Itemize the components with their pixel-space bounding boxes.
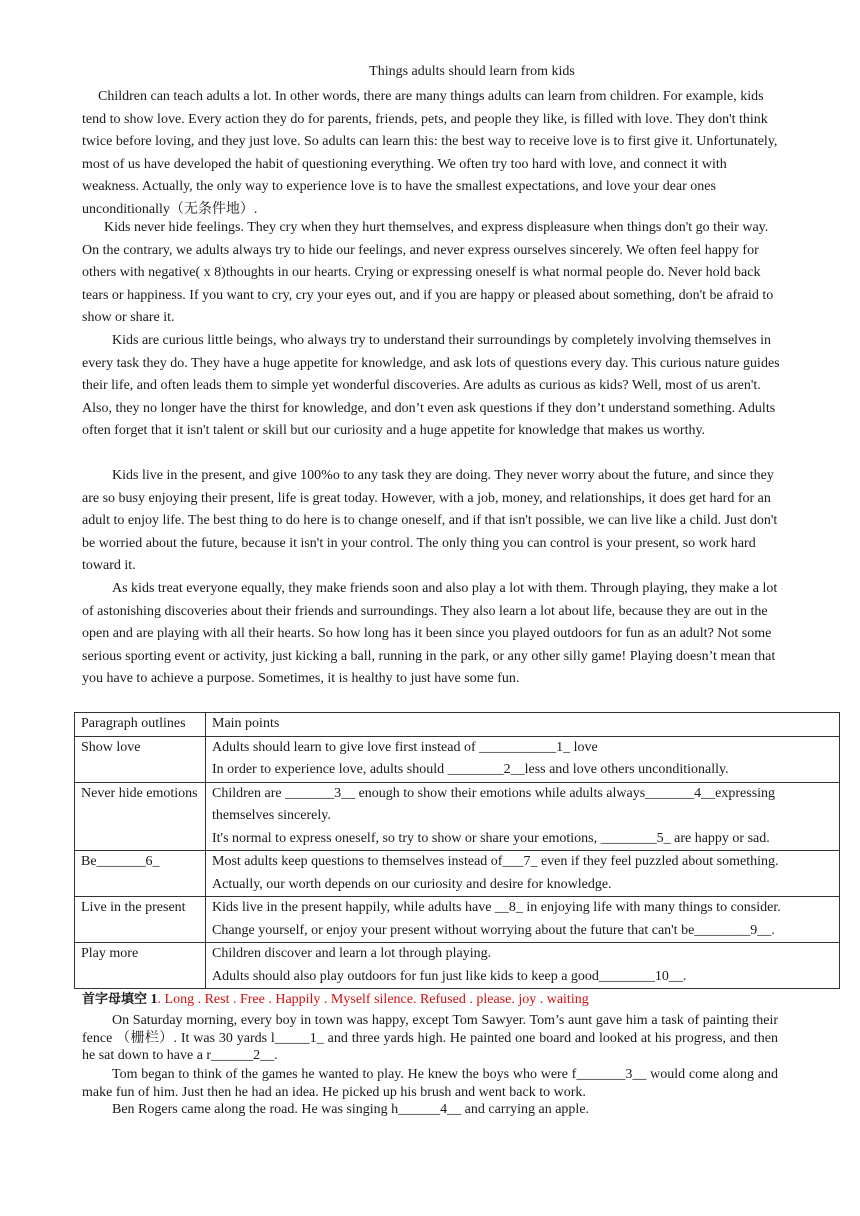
row-outline: Be_______6_: [75, 851, 206, 897]
row-points: [206, 943, 840, 989]
main-point: Children discover and learn a lot through playing.: [212, 946, 492, 961]
row-points: [206, 782, 840, 851]
row-outline: Never hide emotions: [75, 782, 206, 851]
row-points: [206, 897, 840, 943]
paragraph-intro: Children can teach adults a lot. In other words, there are many things adults can learn from children. For example, kids tend to show love. Every action they do for parents, friends, pets, and people they like, is filled with love. They don't think twice before loving, and they just love. So adults can learn this: the best way to receive love is to first give it. Unfortunately, most of us have developed the habit of questioning everything. We often try too hard with love, and connect it with weakness. Actually, the only way to experience love is to have the smallest expectations, and love your dear ones unconditionally（无条件地）.: [82, 89, 778, 217]
story-paragraph: Tom began to think of the games he wanted to play. He knew the boys who were f_______3__ would come along and make fun of him. Just then he had an idea. He picked up his brush and went back to work.: [82, 1067, 778, 1100]
row-outline: Play more: [75, 943, 206, 989]
paragraph-feelings: Kids never hide feelings. They cry when they hurt themselves, and express displeasure when things don't go their way. On the contrary, we adults always try to hide our feelings, and never express ourselves sincerely. We often feel happy for others with negative( x 8)thoughts in our hearts. Crying or expressing oneself is what normal people do. Never hold back tears or happiness. If you want to cry, cry your eyes out, and if you are happy or pleased about something, don't be afraid to show or share it.: [82, 220, 774, 325]
story-paragraph: On Saturday morning, every boy in town was happy, except Tom Sawyer. Tom’s aunt gave him a task of painting their fence （栅栏）. It was 30 yards l_____1_ and three yards high. He painted one board and looked at his progress, and then he sat down to have a r______2__.: [82, 1013, 778, 1063]
paragraph-play: As kids treat everyone equally, they make friends soon and also play a lot with them. Through playing, they make a lot of astonishing discoveries about their friends and surroundings. They also learn a lot about life, because they are out in the open and are playing with all their hearts. So how long has it been since you played outdoors for fun as an adult? Not some serious sporting event or activity, just kicking a ball, running in the park, or any other silly game! Playing doesn’t mean that you have to achieve a purpose. Sometimes, it is healthy to just have some fun.: [82, 581, 778, 686]
row-points: [206, 736, 840, 782]
table-row: [75, 851, 840, 897]
paragraph-curious: Kids are curious little beings, who always try to understand their surroundings by completely involving themselves in every task they do. They have a huge appetite for knowledge, and ask lots of questions every day. This curious nature guides their life, and often leads them to simple yet wonderful discoveries. Are adults as curious as kids? Well, most of us aren't. Also, they no longer have the thirst for knowledge, and don’t even ask questions if they don’t understand something. Adults often forget that it isn't talent or skill but our curiosity and a huge appetite for knowledge that makes us worthy.: [82, 333, 780, 438]
story-paragraph: Ben Rogers came along the road. He was singing h______4__ and carrying an apple.: [112, 1102, 590, 1117]
main-point: Kids live in the present happily, while adults have __8_ in enjoying life with many things to consider.: [212, 900, 781, 915]
main-point: Adults should learn to give love first instead of ___________1_ love: [212, 739, 598, 755]
outline-table: [74, 712, 840, 989]
table-row: [75, 897, 840, 943]
main-point: In order to experience love, adults should ________2__less and love others unconditionally.: [212, 762, 729, 777]
row-points: [206, 851, 840, 897]
word-bank: . Long . Rest . Free . Happily . Myself silence. Refused . please. joy . waiting: [157, 992, 589, 1007]
main-point: It's normal to express oneself, so try to show or share your emotions, ________5_ are happy or sad.: [212, 830, 770, 846]
table-header-row: [75, 713, 840, 737]
section-label: 首字母填空: [82, 992, 148, 1007]
table-header-points: Main points: [206, 713, 840, 737]
main-point: Children are _______3__ enough to show their emotions while adults always_______4__expressing themselves sincerely.: [212, 785, 776, 823]
row-outline: Live in the present: [75, 897, 206, 943]
section-number: 1: [150, 992, 158, 1007]
table-row: [75, 943, 840, 989]
table-row: [75, 736, 840, 782]
paragraph-present: Kids live in the present, and give 100%o to any task they are doing. They never worry about the future, and since they are so busy enjoying their present, life is great today. However, with a job, money, and relationships, it does get hard for an adult to enjoy life. The best thing to do here is to change oneself, and if that isn't possible, we can live like a child. Just don't be worried about the future, because it isn't in your control. The only thing you can control is your present, so work hard toward it.: [82, 468, 778, 573]
table-header-outline: Paragraph outlines: [75, 713, 206, 737]
row-outline: Show love: [75, 736, 206, 782]
table-row: [75, 782, 840, 851]
cloze-section-heading: [82, 990, 589, 1010]
main-point: Actually, our worth depends on our curiosity and desire for knowledge.: [212, 876, 612, 892]
main-point: Change yourself, or enjoy your present without worrying about the future that can't be________9__.: [212, 922, 775, 938]
main-point: Adults should also play outdoors for fun just like kids to keep a good________10__.: [212, 968, 687, 984]
document-title: Things adults should learn from kids: [369, 64, 575, 79]
main-point: Most adults keep questions to themselves instead of___7_ even if they feel puzzled about something.: [212, 854, 779, 869]
